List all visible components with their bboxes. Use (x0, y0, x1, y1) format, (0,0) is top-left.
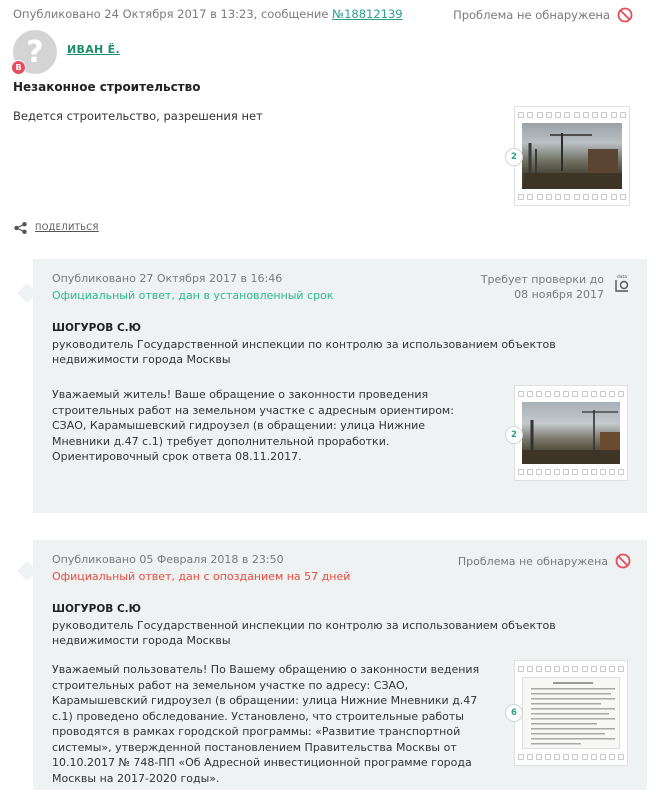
official-role: руководитель Государственной инспекции по контролю за использованием объектов недвижимости города Москвы (52, 338, 556, 366)
answer-text: Уважаемый пользователь! По Вашему обращению о законности ведения строительных работ на земельном участке по адресу: СЗАО, Карамышевский гидроузел (в обращении: улица Нижние Мневники д.47 с.1) проведено обследование. Установлено, что строительные работы проводятся в рамках городской программы: «Развитие транспортной системы», утвержденной постановлением Правительства Москвы от 10.10.2017 № 748-ПП «Об Адресной инвестиционной программе города Москвы на 2017-2020 годы». (52, 663, 480, 785)
answer-published: Опубликовано 05 Февраля 2018 в 23:50 (52, 553, 284, 566)
answer-published: Опубликовано 27 Октября 2017 в 16:46 (52, 272, 283, 285)
status-text: Проблема не обнаружена (453, 8, 610, 22)
post-meta (13, 7, 633, 23)
status (453, 7, 633, 23)
photo-count-badge: 2 (505, 148, 523, 166)
published-text: Опубликовано 24 Октября 2017 в 13:23, сообщение (13, 7, 333, 21)
film-perforation (518, 467, 624, 477)
issue-title: Незаконное строительство (13, 80, 201, 94)
message-number-link[interactable]: №18812139 (332, 7, 403, 21)
document-scan (522, 677, 620, 749)
construction-photo (522, 123, 622, 189)
construction-photo (522, 402, 620, 464)
answer-document-gallery[interactable] (514, 660, 628, 766)
not-found-icon (615, 553, 631, 569)
author (13, 30, 313, 76)
crane-sketch (522, 123, 622, 189)
share-label: ПОДЕЛИТЬСЯ (35, 223, 99, 233)
share-button[interactable] (14, 222, 99, 234)
answer-timeliness: Официальный ответ, дан в установленный срок (52, 289, 334, 302)
user-level-badge: B (11, 60, 26, 75)
official-answer (33, 259, 647, 513)
film-perforation (518, 192, 626, 202)
status-text: Проблема не обнаружена (457, 554, 608, 568)
official-role: руководитель Государственной инспекции по контролю за использованием объектов недвижимости города Москвы (52, 619, 556, 647)
crane-sketch (522, 402, 620, 464)
film-perforation (518, 664, 624, 674)
avatar-placeholder: ? (26, 34, 44, 70)
not-found-icon (617, 7, 633, 23)
check-deadline (481, 272, 604, 302)
check-deadline-date: 08 ноября 2017 (514, 288, 604, 301)
post-photo-gallery[interactable] (514, 106, 630, 206)
official-name: ШОГУРОВ С.Ю (52, 603, 141, 615)
share-icon (14, 222, 27, 234)
answer-photo-gallery[interactable] (514, 385, 628, 481)
photo-count-badge: 2 (505, 426, 523, 444)
document-lines (523, 678, 620, 749)
status (458, 553, 631, 569)
check-deadline-label: Требует проверки до (480, 273, 604, 286)
film-perforation (518, 752, 624, 762)
official-name: ШОГУРОВ С.Ю (52, 322, 141, 334)
data-check-icon (613, 273, 631, 293)
film-perforation (518, 110, 626, 120)
issue-text: Ведется строительство, разрешения нет (13, 109, 263, 123)
data-check-icon-label: data (616, 275, 628, 280)
photo-count-badge: 6 (505, 704, 523, 722)
author-name-link[interactable]: ИВАН Ё. (67, 43, 120, 56)
answer-text: Уважаемый житель! Ваше обращение о законности проведения строительных работ на земельном участке с адресным ориентиром: СЗАО, Карамышевский гидроузел (в обращении: улица Нижние Мневники д.47 с.1) требует дополнительной проработки. Ориентировочный срок ответа 08.11.2017. (52, 388, 454, 463)
official-answer (33, 540, 647, 790)
answer-timeliness: Официальный ответ, дан с опозданием на 57 дней (52, 570, 351, 583)
film-perforation (518, 389, 624, 399)
